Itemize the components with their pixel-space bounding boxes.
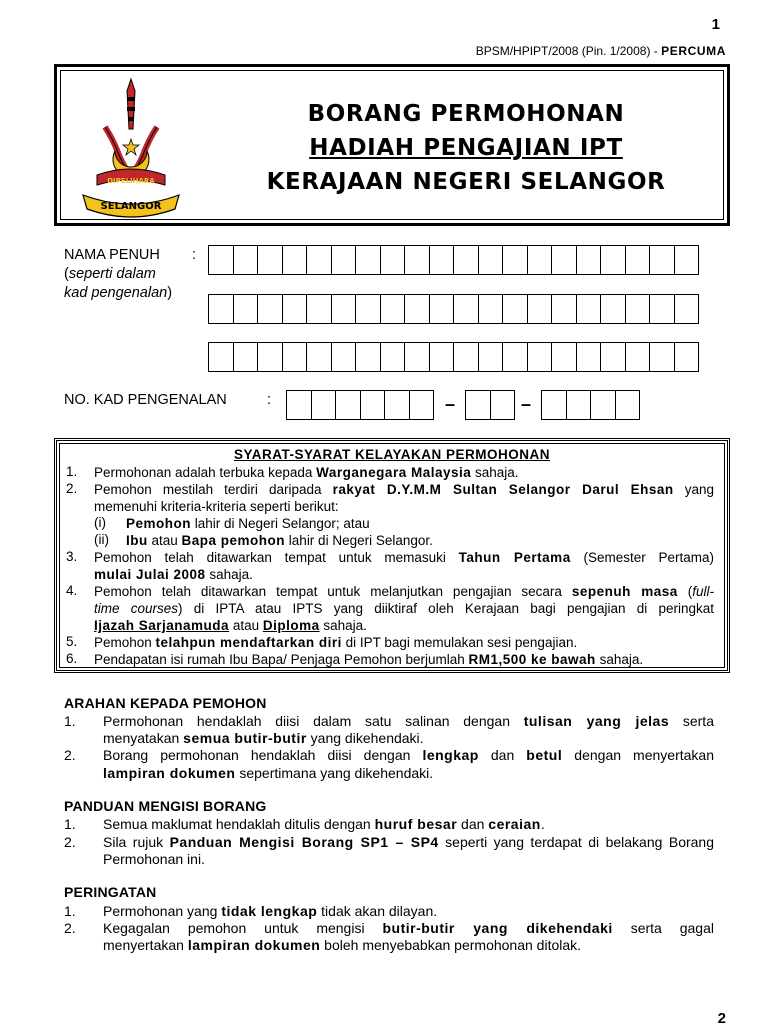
text: sahaja. xyxy=(319,618,367,633)
char-box[interactable] xyxy=(615,390,641,420)
text-bold: tidak lengkap xyxy=(221,903,318,919)
char-box[interactable] xyxy=(208,342,234,372)
char-box[interactable] xyxy=(360,390,386,420)
arahan-item-1-cont xyxy=(103,730,424,746)
header-box xyxy=(54,64,730,226)
name-hint-line2 xyxy=(64,285,172,301)
char-box[interactable] xyxy=(208,294,234,324)
svg-text:DIPELIHARA: DIPELIHARA xyxy=(107,177,155,185)
text-bold: RM1,500 ke bawah xyxy=(468,652,596,667)
panduan-item-1 xyxy=(103,816,545,832)
peringatan-item-1 xyxy=(103,903,437,919)
page-number: 1 xyxy=(711,16,720,33)
name-grid-row3[interactable] xyxy=(208,342,699,372)
text-bold: Ibu xyxy=(126,533,148,548)
elig-item-3-cont xyxy=(94,566,253,583)
char-box[interactable] xyxy=(649,245,675,275)
text-bold: Warganegara Malaysia xyxy=(316,465,472,480)
char-box[interactable] xyxy=(478,342,504,372)
char-box[interactable] xyxy=(674,294,700,324)
char-box[interactable] xyxy=(478,294,504,324)
char-box[interactable] xyxy=(311,390,337,420)
text: ) di IPTA atau IPTS yang diiktiraf oleh Kerajaan bagi pengajian di peringkat xyxy=(178,601,714,616)
text-bold: lengkap xyxy=(422,747,479,763)
char-box[interactable] xyxy=(576,342,602,372)
ic-label: NO. KAD PENGENALAN xyxy=(64,392,227,408)
text: sahaja. xyxy=(471,465,519,480)
elig-sub-num-1: (i) xyxy=(94,515,106,530)
char-box[interactable] xyxy=(590,390,616,420)
char-box[interactable] xyxy=(380,294,406,324)
ic-dash2: – xyxy=(521,394,532,414)
ic-dash1: – xyxy=(445,394,456,414)
char-box[interactable] xyxy=(380,342,406,372)
elig-item-5 xyxy=(94,634,577,651)
char-box[interactable] xyxy=(551,245,577,275)
char-box[interactable] xyxy=(465,390,491,420)
text: Sila rujuk xyxy=(103,834,170,850)
text: dengan menyertakan xyxy=(562,747,714,763)
char-box[interactable] xyxy=(625,294,651,324)
char-box[interactable] xyxy=(566,390,592,420)
char-box[interactable] xyxy=(429,245,455,275)
peringatan-num-2: 2. xyxy=(64,920,76,936)
char-box[interactable] xyxy=(502,294,528,324)
text: serta gagal xyxy=(612,920,714,936)
ic-grid-part1[interactable] xyxy=(286,390,434,420)
char-box[interactable] xyxy=(649,294,675,324)
text: tidak akan dilayan. xyxy=(317,903,438,919)
name-hint-line1 xyxy=(64,266,156,282)
char-box[interactable] xyxy=(478,245,504,275)
ic-colon: : xyxy=(267,392,272,408)
text: menyatakan xyxy=(103,730,184,746)
char-box[interactable] xyxy=(233,342,259,372)
text: Permohonan adalah terbuka kepada xyxy=(94,465,317,480)
text-italic: full- xyxy=(692,584,715,599)
elig-num-5: 5. xyxy=(66,634,78,649)
text: sahaja. xyxy=(205,567,253,582)
form-title: BORANG PERMOHONAN xyxy=(307,101,625,127)
char-box[interactable] xyxy=(355,245,381,275)
char-box[interactable] xyxy=(625,245,651,275)
char-box[interactable] xyxy=(502,245,528,275)
char-box[interactable] xyxy=(355,342,381,372)
text-bold: lampiran dokumen xyxy=(187,937,321,953)
text: Pemohon telah ditawarkan tempat untuk melanjutkan pengajian secara xyxy=(94,584,572,599)
char-box[interactable] xyxy=(233,294,259,324)
eligibility-title: SYARAT-SYARAT KELAYAKAN PERMOHONAN xyxy=(233,447,551,462)
char-box[interactable] xyxy=(331,294,357,324)
panduan-item-2 xyxy=(103,834,714,850)
free-label: PERCUMA xyxy=(661,44,726,58)
arahan-heading: ARAHAN KEPADA PEMOHON xyxy=(64,695,267,711)
eligibility-box xyxy=(54,438,730,673)
char-box[interactable] xyxy=(600,245,626,275)
ic-grid-part3[interactable] xyxy=(541,390,640,420)
text-bold: huruf besar xyxy=(374,816,458,832)
elig-item-3 xyxy=(94,549,714,566)
ic-grid-part2[interactable] xyxy=(465,390,515,420)
panduan-item-2-cont: Permohonan ini. xyxy=(103,851,205,867)
char-box[interactable] xyxy=(625,342,651,372)
elig-item-4 xyxy=(94,583,714,600)
char-box[interactable] xyxy=(453,294,479,324)
char-box[interactable] xyxy=(576,245,602,275)
name-label: NAMA PENUH xyxy=(64,247,160,263)
text-bold-underline: Diploma xyxy=(262,618,320,633)
elig-item-4-cont2 xyxy=(94,617,367,634)
char-box[interactable] xyxy=(551,294,577,324)
arahan-item-1 xyxy=(103,713,714,729)
char-box[interactable] xyxy=(233,245,259,275)
name-colon: : xyxy=(192,247,197,263)
elig-item-1 xyxy=(94,464,519,481)
text: serta xyxy=(669,713,714,729)
form-authority: KERAJAAN NEGERI SELANGOR xyxy=(266,169,666,195)
text-bold: tulisan yang jelas xyxy=(523,713,670,729)
char-box[interactable] xyxy=(674,245,700,275)
text: seperti yang terdapat di belakang Borang xyxy=(438,834,714,850)
text: Pemohon mestilah terdiri daripada xyxy=(94,482,333,497)
char-box[interactable] xyxy=(208,245,234,275)
elig-item-6 xyxy=(94,651,643,668)
hint-paren-open: ( xyxy=(64,266,69,282)
text-bold: betul xyxy=(526,747,563,763)
hint-text2: kad pengenalan xyxy=(64,285,168,301)
hint-paren-close: ) xyxy=(167,285,173,301)
name-grid-row2[interactable] xyxy=(208,294,699,324)
text-bold: Tahun Pertama xyxy=(458,550,571,565)
arahan-num-2: 2. xyxy=(64,747,76,763)
text: lahir di Negeri Selangor; atau xyxy=(191,516,370,531)
text-bold: Bapa pemohon xyxy=(181,533,286,548)
text-bold: butir-butir yang dikehendaki xyxy=(382,920,613,936)
text-bold: Pemohon xyxy=(126,516,192,531)
char-box[interactable] xyxy=(306,342,332,372)
text: Kegagalan pemohon untuk mengisi xyxy=(103,920,383,936)
char-box[interactable] xyxy=(335,390,361,420)
text: . xyxy=(540,816,545,832)
char-box[interactable] xyxy=(286,390,312,420)
text: Semua maklumat hendaklah ditulis dengan xyxy=(103,816,375,832)
char-box[interactable] xyxy=(257,294,283,324)
arahan-item-2 xyxy=(103,747,714,763)
peringatan-num-1: 1. xyxy=(64,903,76,919)
text-bold: Panduan Mengisi Borang SP1 – SP4 xyxy=(169,834,439,850)
name-grid-row1[interactable] xyxy=(208,245,699,275)
selangor-crest-icon xyxy=(75,77,187,219)
peringatan-heading: PERINGATAN xyxy=(64,884,157,900)
char-box[interactable] xyxy=(257,342,283,372)
char-box[interactable] xyxy=(257,245,283,275)
text: atau xyxy=(229,618,263,633)
text: menyertakan xyxy=(103,937,188,953)
char-box[interactable] xyxy=(453,342,479,372)
text: yang xyxy=(673,482,714,497)
form-subtitle: HADIAH PENGAJIAN IPT xyxy=(309,135,623,161)
text-bold: telahpun mendaftarkan diri xyxy=(155,635,342,650)
crest-text: SELANGOR xyxy=(100,201,162,212)
char-box[interactable] xyxy=(600,294,626,324)
text: boleh menyebabkan permohonan ditolak. xyxy=(320,937,582,953)
peringatan-item-2 xyxy=(103,920,714,936)
text: lahir di Negeri Selangor. xyxy=(285,533,433,548)
reference-code: BPSM/HPIPT/2008 (Pin. 1/2008) - xyxy=(475,44,658,58)
char-box[interactable] xyxy=(674,342,700,372)
panduan-num-2: 2. xyxy=(64,834,76,850)
elig-sub-2 xyxy=(126,532,433,549)
elig-num-1: 1. xyxy=(66,464,78,479)
elig-num-3: 3. xyxy=(66,549,78,564)
text: sepertimana yang dikehendaki. xyxy=(235,765,434,781)
text: sahaja. xyxy=(595,652,644,667)
text-bold: sepenuh masa xyxy=(571,584,678,599)
char-box[interactable] xyxy=(282,342,308,372)
char-box[interactable] xyxy=(404,342,430,372)
elig-num-4: 4. xyxy=(66,583,78,598)
char-box[interactable] xyxy=(527,245,553,275)
char-box[interactable] xyxy=(600,342,626,372)
text: di IPT bagi memulakan sesi pengajian. xyxy=(341,635,578,650)
char-box[interactable] xyxy=(453,245,479,275)
elig-item-2-cont: memenuhi kriteria-kriteria seperti berikut: xyxy=(94,499,339,514)
text: Pemohon xyxy=(94,635,156,650)
char-box[interactable] xyxy=(355,294,381,324)
char-box[interactable] xyxy=(306,294,332,324)
elig-item-4-cont xyxy=(94,600,714,617)
text: ( xyxy=(677,584,693,599)
text-bold-underline: Ijazah Sarjanamuda xyxy=(94,618,230,633)
text: dan xyxy=(457,816,489,832)
char-box[interactable] xyxy=(404,294,430,324)
text-bold: ceraian xyxy=(488,816,541,832)
panduan-heading: PANDUAN MENGISI BORANG xyxy=(64,798,267,814)
char-box[interactable] xyxy=(429,294,455,324)
reference-line xyxy=(476,44,726,58)
text: atau xyxy=(147,533,182,548)
elig-num-6: 6. xyxy=(66,651,78,666)
header-inner-border xyxy=(60,70,724,220)
char-box[interactable] xyxy=(576,294,602,324)
char-box[interactable] xyxy=(502,342,528,372)
text: Permohonan hendaklah diisi dalam satu salinan dengan xyxy=(103,713,524,729)
char-box[interactable] xyxy=(282,245,308,275)
char-box[interactable] xyxy=(331,245,357,275)
text-bold: mulai Julai 2008 xyxy=(94,567,206,582)
char-box[interactable] xyxy=(527,342,553,372)
text: yang dikehendaki. xyxy=(306,730,424,746)
text: Permohonan yang xyxy=(103,903,222,919)
next-page-number: 2 xyxy=(717,1010,726,1024)
char-box[interactable] xyxy=(331,342,357,372)
elig-item-2 xyxy=(94,481,714,498)
text-bold: semua butir-butir xyxy=(183,730,307,746)
arahan-item-2-cont xyxy=(103,765,433,781)
text: Pendapatan isi rumah Ibu Bapa/ Penjaga Pemohon berjumlah xyxy=(94,652,469,667)
char-box[interactable] xyxy=(551,342,577,372)
hint-text1: seperti dalam xyxy=(68,266,156,282)
panduan-num-1: 1. xyxy=(64,816,76,832)
char-box[interactable] xyxy=(404,245,430,275)
text-bold: lampiran dokumen xyxy=(103,765,236,781)
text: Pemohon telah ditawarkan tempat untuk memasuki xyxy=(94,550,459,565)
char-box[interactable] xyxy=(527,294,553,324)
char-box[interactable] xyxy=(380,245,406,275)
text: (Semester Pertama) xyxy=(570,550,714,565)
elig-sub-num-2: (ii) xyxy=(94,532,109,547)
char-box[interactable] xyxy=(649,342,675,372)
peringatan-item-2-cont xyxy=(103,937,581,953)
text-bold: rakyat D.Y.M.M Sultan Selangor Darul Ehsan xyxy=(332,482,674,497)
char-box[interactable] xyxy=(429,342,455,372)
char-box[interactable] xyxy=(306,245,332,275)
char-box[interactable] xyxy=(490,390,516,420)
text: dan xyxy=(478,747,527,763)
text: Borang permohonan hendaklah diisi dengan xyxy=(103,747,423,763)
elig-sub-1 xyxy=(126,515,370,532)
arahan-num-1: 1. xyxy=(64,713,76,729)
char-box[interactable] xyxy=(409,390,435,420)
char-box[interactable] xyxy=(282,294,308,324)
char-box[interactable] xyxy=(541,390,567,420)
char-box[interactable] xyxy=(384,390,410,420)
elig-num-2: 2. xyxy=(66,481,78,496)
text-italic: time courses xyxy=(94,601,179,616)
